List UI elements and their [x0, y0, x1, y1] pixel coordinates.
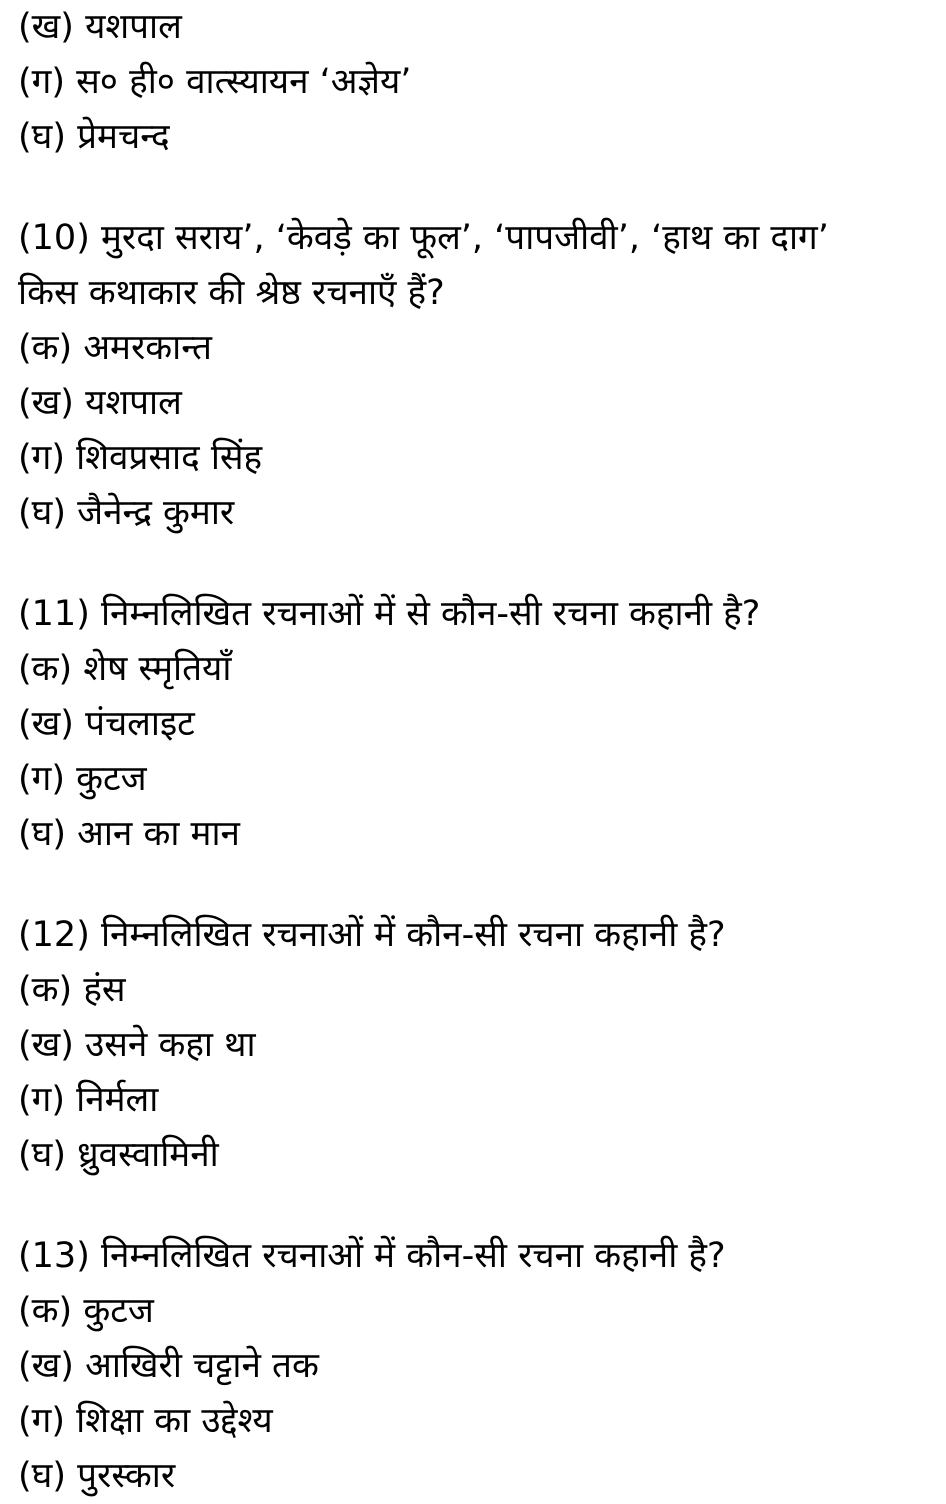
question-12 — [18, 908, 938, 1183]
option-ga: (ग) शिवप्रसाद सिंह — [18, 438, 263, 478]
option-gha: (घ) प्रेमचन्द — [18, 117, 170, 157]
option-gha: (घ) पुरस्कार — [18, 1456, 176, 1496]
question-11 — [18, 587, 938, 862]
document-page — [18, 0, 938, 1504]
question-13 — [18, 1229, 938, 1504]
option-ka: (क) शेष स्मृतियाँ — [18, 649, 232, 689]
option-ka: (क) अमरकान्त — [18, 328, 212, 368]
option-kha: (ख) यशपाल — [18, 7, 182, 47]
question-text: (13) निम्नलिखित रचनाओं में कौन-सी रचना कहानी है? — [18, 1236, 726, 1276]
question-text: किस कथाकार की श्रेष्ठ रचनाएँ हैं? — [18, 273, 445, 313]
option-ga: (ग) स० ही० वात्स्यायन ‘अज्ञेय’ — [18, 62, 412, 102]
question-text: (11) निम्नलिखित रचनाओं में से कौन-सी रचना कहानी है? — [18, 594, 761, 634]
option-ga: (ग) शिक्षा का उद्देश्य — [18, 1401, 273, 1441]
spacer — [18, 862, 938, 908]
option-ga: (ग) निर्मला — [18, 1080, 159, 1120]
option-kha: (ख) उसने कहा था — [18, 1025, 256, 1065]
option-kha: (ख) पंचलाइट — [18, 704, 195, 744]
previous-question-options — [18, 0, 938, 165]
spacer — [18, 1183, 938, 1229]
option-gha: (घ) जैनेन्द्र कुमार — [18, 493, 235, 533]
option-kha: (ख) आखिरी चट्टाने तक — [18, 1346, 319, 1386]
option-kha: (ख) यशपाल — [18, 383, 182, 423]
spacer — [18, 165, 938, 211]
option-ka: (क) हंस — [18, 970, 126, 1010]
option-ga: (ग) कुटज — [18, 759, 147, 799]
option-gha: (घ) ध्रुवस्वामिनी — [18, 1135, 219, 1175]
question-10 — [18, 211, 938, 541]
spacer — [18, 541, 938, 587]
question-text: (12) निम्नलिखित रचनाओं में कौन-सी रचना कहानी है? — [18, 915, 726, 955]
option-ka: (क) कुटज — [18, 1291, 154, 1331]
option-gha: (घ) आन का मान — [18, 814, 240, 854]
question-text: (10) मुरदा सराय’, ‘केवड़े का फूल’, ‘पापजीवी’, ‘हाथ का दाग’ — [18, 218, 829, 258]
